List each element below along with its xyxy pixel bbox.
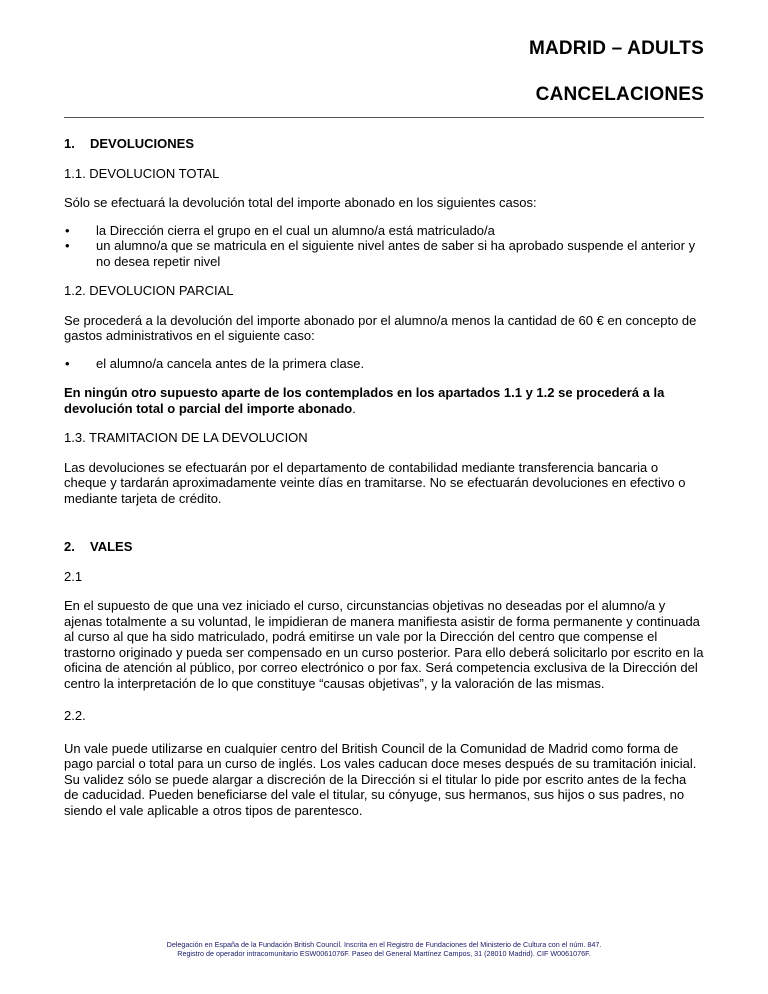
note-bold-text: En ningún otro supuesto aparte de los contemplados en los apartados 1.1 y 1.2 se procederá a la devolución total o parcial del importe abonado [64,385,665,416]
page-footer [64,940,704,958]
list-item-text: el alumno/a cancela antes de la primera clase. [96,355,365,371]
subsection-2-2-title: 2.2. [64,708,86,723]
subsection-1-2-title: 1.2. DEVOLUCION PARCIAL [64,283,234,298]
list-item-text: un alumno/a que se matricula en el siguiente nivel antes de saber si ha aprobado suspende el anterior y no desea repetir nivel [96,238,696,269]
list-item [64,356,704,372]
list-item [64,223,704,239]
section-1-number: 1. [64,136,75,151]
subsection-1-2-intro: Se procederá a la devolución del importe abonado por el alumno/a menos la cantidad de 60 € en concepto de gastos administrativos en el siguiente caso: [64,312,697,343]
section-2-number: 2. [64,539,75,554]
footer-line-1: Delegación en España de la Fundación British Council. Inscrita en el Registro de Fundaciones del Ministerio de Cultura con el núm. 847. [166,940,602,949]
list-item [64,238,704,269]
subsection-1-3-title: 1.3. TRAMITACION DE LA DEVOLUCION [64,430,308,445]
bullet-icon: • [65,355,70,371]
document-body [64,136,704,818]
subsection-2-1-text: En el supuesto de que una vez iniciado el curso, circunstancias objetivas no deseadas por el alumno/a y ajenas totalmente a su voluntad, le impidieran de manera manifiesta asistir de forma permanente y continuada al curso al que ha sido matriculado, podrá emitirse un vale por la Dirección del centro que compense el trastorno originado y pueda ser compensado en un curso posterior. Para ello deberá solicitarlo por escrito en la oficina de atención al público, por correo electrónico o por fax. Será competencia exclusiva de la Dirección del centro la interpretación de lo que constituye “causas objetivas”, y la valoración de las mismas. [64,598,704,691]
section-2-title: VALES [90,539,133,554]
note-end-text: . [352,400,356,416]
subsection-2-2-text: Un vale puede utilizarse en cualquier centro del British Council de la Comunidad de Madrid como forma de pago parcial o total para un curso de inglés. Los vales caducan doce meses después de su tramitación inicial. Su validez sólo se puede alargar a discreción de la Dirección si el titular lo pide por escrito antes de la fecha de caducidad. Pueden beneficiarse del vale el titular, su cónyuge, sus hermanos, sus hijos o sus padres, no siendo el vale aplicable a otros tipos de parentesco. [64,740,697,818]
list-item-text: la Dirección cierra el grupo en el cual un alumno/a está matriculado/a [96,222,495,238]
subsection-1-2-note [64,385,704,416]
header-divider [64,117,704,118]
bullet-list-1-2 [64,356,704,372]
subsection-1-1-intro: Sólo se efectuará la devolución total del importe abonado en los siguientes casos: [64,195,537,210]
document-title: MADRID – ADULTS [528,38,704,59]
subsection-2-1-title: 2.1 [64,568,83,584]
bullet-icon: • [65,238,70,253]
subsection-1-1-title: 1.1. DEVOLUCION TOTAL [64,165,220,181]
bullet-icon: • [65,222,70,238]
section-2-heading [64,539,704,555]
section-1-heading [64,136,704,152]
document-subtitle: CANCELACIONES [535,84,704,105]
bullet-list-1-1 [64,223,704,270]
section-1-title: DEVOLUCIONES [90,136,195,151]
footer-line-2: Registro de operador intracomunitario ESW0061076F. Paseo del General Martínez Campos, 31 (28010 Madrid). CIF W0061076F. [177,949,591,958]
subsection-1-3-text: Las devoluciones se efectuarán por el departamento de contabilidad mediante transferencia bancaria o cheque y tardarán aproximadamente veinte días en tramitarse. No se efectuarán devoluciones en efectivo o mediante tarjeta de crédito. [64,459,686,506]
